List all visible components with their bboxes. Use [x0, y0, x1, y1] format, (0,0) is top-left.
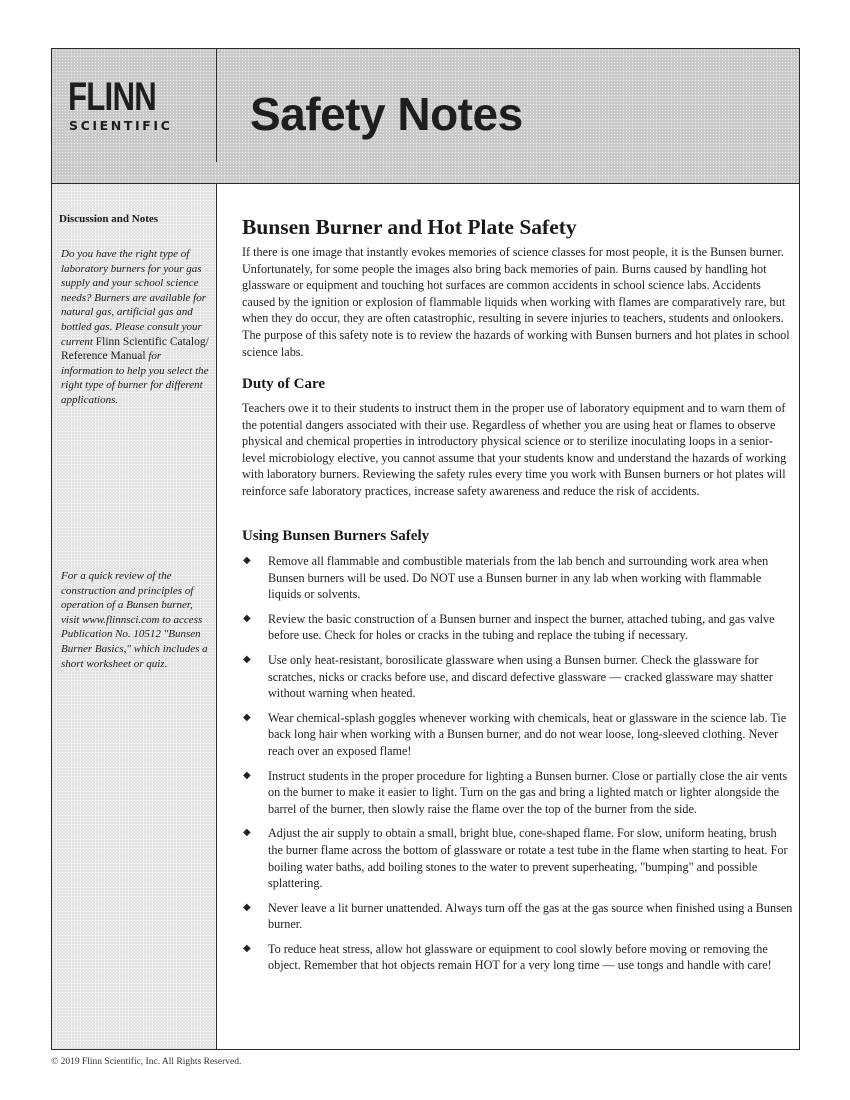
diamond-bullet-icon: ◆ [243, 555, 251, 566]
header [52, 49, 799, 163]
note-text: Do you have the right type of laboratory burners for your gas supply and your school science needs? Burners are available for natural gas, artificial gas and bottled gas. Please consult your current [61, 248, 207, 348]
logo-flinn: FLINN [68, 75, 156, 119]
diamond-bullet-icon: ◆ [243, 827, 251, 839]
copyright-footer: © 2019 Flinn Scientific, Inc. All Rights Reserved. [51, 1057, 242, 1067]
list-item-text: Review the basic construction of a Bunsen burner and inspect the burner, attached tubing, and gas valve before use. Check for holes or cracks in the tubing and replace the tubing if necessary. [268, 611, 775, 643]
page-title: Safety Notes [250, 88, 523, 140]
note-text: for information to help you select the right type of burner for different applications. [61, 350, 209, 406]
list-item [242, 710, 794, 760]
logo-scientific: SCIENTIFIC [69, 118, 173, 133]
catalog-reference: Flinn Scientific Catalog/ Reference Manual [61, 335, 209, 363]
header-title-cell [217, 49, 799, 162]
list-item-text: To reduce heat stress, allow hot glassware or equipment to cool slowly before moving or removing the object. Remember that hot objects remain HOT for a very long time — use tongs and handle with care! [268, 941, 772, 973]
safety-rules-list [242, 553, 794, 982]
page-frame [51, 48, 800, 1050]
diamond-bullet-icon: ◆ [243, 653, 251, 665]
list-item [242, 825, 794, 891]
list-item-text: Never leave a lit burner unattended. Always turn off the gas at the gas source when finished using a Bunsen burner. [268, 900, 793, 932]
document-title: Bunsen Burner and Hot Plate Safety [242, 215, 577, 239]
logo [52, 49, 217, 162]
header-band [52, 162, 799, 184]
list-item-text: Remove all flammable and combustible materials from the lab bench and surrounding work area when Bunsen burners will be used. Do NOT use a Bunsen burner in any lab when working with flammable liquids or solvents. [268, 554, 769, 602]
sidebar-heading: Discussion and Notes [59, 213, 159, 225]
diamond-bullet-icon: ◆ [243, 769, 251, 781]
duty-of-care-paragraph: Teachers owe it to their students to instruct them in the proper use of laboratory equipment and to warn them of the potential dangers associated with their use. Regardless of whether you are using heat or flames to observe physical and chemical properties in introductory physical science or to sterilize inoculating loops in a senior-level microbiology elective, you cannot assume that your students know and understand the hazards of working with laboratory burners. Reviewing the safety rules every time you work with Bunsen burners or hot plates will reinforce safe laboratory practices, increase safety awareness and reduce the risk of accidents. [242, 401, 787, 498]
diamond-bullet-icon: ◆ [243, 942, 251, 954]
duty-of-care-heading: Duty of Care [242, 376, 326, 392]
sidebar-note-quick-review: For a quick review of the construction and principles of operation of a Bunsen burner, visit www.flinnsci.com to access Publication No. 10512 "Bunsen Burner Basics," which includes a short worksheet or quiz. [61, 570, 208, 670]
diamond-bullet-icon: ◆ [243, 901, 251, 913]
diamond-bullet-icon: ◆ [243, 612, 251, 624]
list-item [242, 652, 794, 702]
diamond-bullet-icon: ◆ [243, 711, 251, 723]
list-item [242, 611, 794, 644]
list-item [242, 553, 794, 603]
list-item [242, 768, 794, 818]
using-burners-heading: Using Bunsen Burners Safely [242, 528, 430, 544]
list-item [242, 900, 794, 933]
sidebar [52, 184, 217, 1049]
list-item-text: Wear chemical-splash goggles whenever working with chemicals, heat or glassware in the science lab. Tie back long hair when working with a Bunsen burner, and do not wear loose, long-sleeved clothing. Never reach over an exposed flame! [268, 710, 787, 758]
intro-paragraph: If there is one image that instantly evokes memories of science classes for most people, it is the Bunsen burner. Unfortunately, for some people the images also bring back memories of pain. Burns caused by handling hot glassware or equipment and touching hot surfaces are common accidents in school science labs. Accidents caused by the ignition or explosion of flammable liquids when working with flames are comparatively rare, but when they do occur, they are often catastrophic, resulting in severe injuries to teachers, students and onlookers. The purpose of this safety note is to review the hazards of working with Bunsen burners and hot plates in school science labs. [242, 245, 790, 359]
list-item-text: Adjust the air supply to obtain a small, bright blue, cone-shaped flame. For slow, uniform heating, brush the burner flame across the bottom of glassware or rotate a test tube in the flame when starting to heat. For boiling water baths, add boiling stones to the water to prevent superheating, "bumping" and possible splattering. [268, 826, 788, 891]
sidebar-note-burners [61, 247, 211, 408]
list-item [242, 941, 794, 974]
list-item-text: Instruct students in the proper procedure for lighting a Bunsen burner. Close or partially close the air vents on the burner to make it easier to light. Turn on the gas and bring a lighted match or lighter alongside the barrel of the burner, then slowly raise the flame over the top of the burner from the side. [268, 768, 788, 816]
list-item-text: Use only heat-resistant, borosilicate glassware when using a Bunsen burner. Check the glassware for scratches, nicks or cracks before use, and discard defective glassware — cracked glassware may shatter without warning when heated. [268, 652, 773, 701]
